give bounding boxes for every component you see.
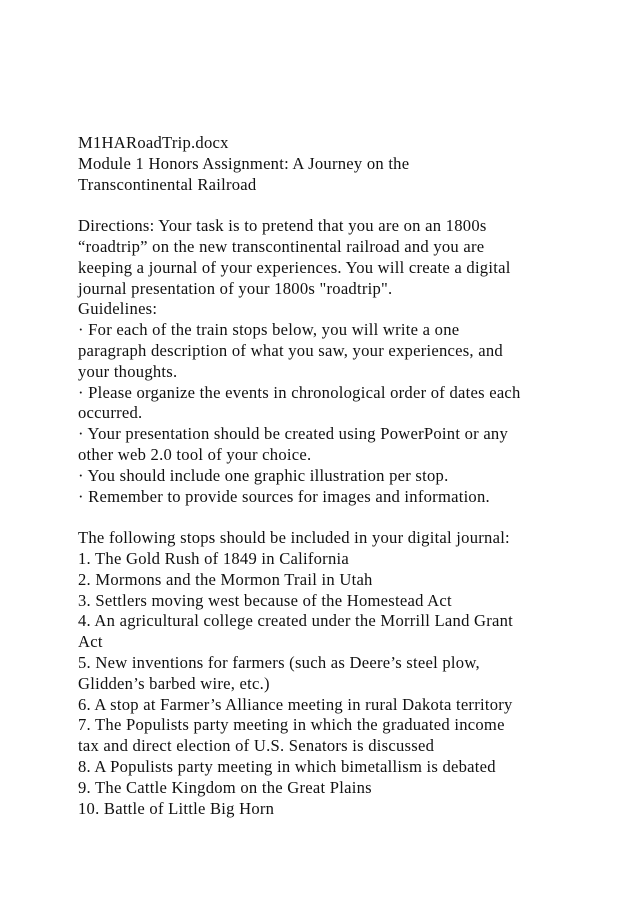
guideline-line: your thoughts. bbox=[78, 361, 178, 381]
stop-line: 7. The Populists party meeting in which the graduated income bbox=[78, 715, 505, 735]
stops-intro: The following stops should be included in your digital journal: bbox=[78, 528, 510, 548]
stop-line: Glidden’s barbed wire, etc.) bbox=[78, 673, 270, 693]
directions-line: “roadtrip” on the new transcontinental railroad and you are bbox=[78, 236, 485, 256]
paragraph-spacer bbox=[78, 507, 578, 528]
directions-line: journal presentation of your 1800s "roadtrip". bbox=[78, 278, 393, 298]
guideline-line: · Your presentation should be created using PowerPoint or any bbox=[78, 424, 509, 444]
title-line: Module 1 Honors Assignment: A Journey on the bbox=[78, 153, 410, 173]
guideline-line: · For each of the train stops below, you will write a one bbox=[78, 320, 460, 340]
document-body bbox=[78, 133, 578, 819]
stop-line: 10. Battle of Little Big Horn bbox=[78, 798, 275, 818]
directions-line: keeping a journal of your experiences. You will create a digital bbox=[78, 257, 511, 277]
stop-line: 3. Settlers moving west because of the Homestead Act bbox=[78, 590, 452, 610]
guideline-line: · You should include one graphic illustration per stop. bbox=[78, 465, 449, 485]
stop-line: 2. Mormons and the Mormon Trail in Utah bbox=[78, 569, 373, 589]
stop-line: 4. An agricultural college created under the Morrill Land Grant bbox=[78, 611, 514, 631]
stop-line: tax and direct election of U.S. Senators is discussed bbox=[78, 736, 435, 756]
guideline-line: paragraph description of what you saw, your experiences, and bbox=[78, 340, 503, 360]
stop-line: 9. The Cattle Kingdom on the Great Plains bbox=[78, 777, 372, 797]
stop-line: 1. The Gold Rush of 1849 in California bbox=[78, 548, 349, 568]
title-line: Transcontinental Railroad bbox=[78, 174, 257, 194]
stop-line: 8. A Populists party meeting in which bimetallism is debated bbox=[78, 756, 496, 776]
stop-line: Act bbox=[78, 632, 103, 652]
guideline-line: · Remember to provide sources for images and information. bbox=[78, 486, 490, 506]
document-filename: M1HARoadTrip.docx bbox=[78, 133, 229, 152]
guideline-line: occurred. bbox=[78, 403, 143, 423]
directions-line: Directions: Your task is to pretend that you are on an 1800s bbox=[78, 216, 487, 236]
guidelines-heading: Guidelines: bbox=[78, 299, 158, 319]
stop-line: 6. A stop at Farmer’s Alliance meeting in rural Dakota territory bbox=[78, 694, 513, 714]
stop-line: 5. New inventions for farmers (such as Deere’s steel plow, bbox=[78, 652, 480, 672]
guideline-line: · Please organize the events in chronological order of dates each bbox=[78, 382, 521, 402]
paragraph-spacer bbox=[78, 195, 578, 216]
guideline-line: other web 2.0 tool of your choice. bbox=[78, 444, 312, 464]
